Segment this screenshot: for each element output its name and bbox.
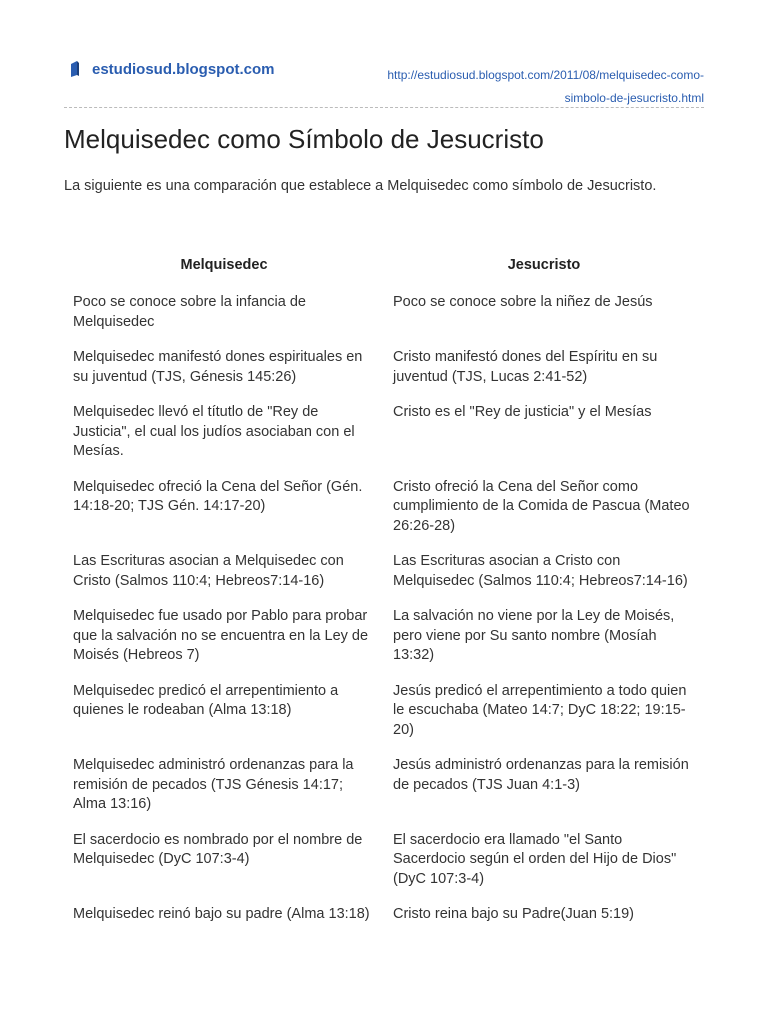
cell-jesucristo: Jesús administró ordenanzas para la remisión de pecados (TJS Juan 4:1-3) [393,757,689,793]
table-row [64,899,704,935]
table-header-row [64,250,704,287]
page-header [64,60,704,108]
cell-melquisedec: Melquisedec reinó bajo su padre (Alma 13:18) [73,906,370,922]
cell-melquisedec: Melquisedec administró ordenanzas para la remisión de pecados (TJS Génesis 14:17; Alma 13:16) [73,757,354,812]
cell-melquisedec: Melquisedec llevó el títutlo de "Rey de Justicia", el cual los judíos asociaban con el Mesías. [73,404,355,459]
table-row [64,676,704,751]
cell-jesucristo: Las Escrituras asocian a Cristo con Melquisedec (Salmos 110:4; Hebreos7:14-16) [393,553,688,589]
cell-jesucristo: Cristo reina bajo su Padre(Juan 5:19) [393,906,634,922]
comparison-table [64,250,704,935]
cell-melquisedec: Melquisedec ofreció la Cena del Señor (Gén. 14:18-20; TJS Gén. 14:17-20) [73,478,363,514]
cell-jesucristo: Cristo ofreció la Cena del Señor como cumplimiento de la Comida de Pascua (Mateo 26:26-28) [393,478,690,534]
source-url-link[interactable] [304,64,704,110]
site-link[interactable] [64,60,275,78]
table-row [64,472,704,547]
table-row [64,287,704,342]
table-row [64,825,704,900]
cell-jesucristo: El sacerdocio era llamado "el Santo Sacerdocio según el orden del Hijo de Dios" (DyC 107:3-4) [393,831,677,887]
source-url-line-2: simbolo-de-jesucristo.html [564,91,704,105]
cell-jesucristo: Cristo es el "Rey de justicia" y el Mesías [393,404,652,420]
column-header-melquisedec: Melquisedec [180,257,268,273]
table-row [64,397,704,472]
table-row [64,342,704,397]
source-url-line-1: http://estudiosud.blogspot.com/2011/08/melquisedec-como- [387,68,704,82]
header-divider [64,107,704,108]
cell-jesucristo: La salvación no viene por la Ley de Moisés, pero viene por Su santo nombre (Mosíah 13:32) [393,608,675,663]
cell-melquisedec: Poco se conoce sobre la infancia de Melquisedec [73,294,306,330]
cell-melquisedec: El sacerdocio es nombrado por el nombre de Melquisedec (DyC 107:3-4) [73,831,363,867]
page-title: Melquisedec como Símbolo de Jesucristo [64,124,544,154]
cell-jesucristo: Poco se conoce sobre la niñez de Jesús [393,294,653,310]
table-row [64,601,704,676]
cell-jesucristo: Cristo manifestó dones del Espíritu en su juventud (TJS, Lucas 2:41-52) [393,349,658,385]
table-row [64,546,704,601]
site-name: estudiosud.blogspot.com [92,60,275,78]
cell-melquisedec: Melquisedec fue usado por Pablo para probar que la salvación no se encuentra en la Ley de Moisés (Hebreos 7) [73,608,369,663]
cell-melquisedec: Las Escrituras asocian a Melquisedec con Cristo (Salmos 110:4; Hebreos7:14-16) [73,553,344,589]
cell-jesucristo: Jesús predicó el arrepentimiento a todo quien le escuchaba (Mateo 14:7; DyC 18:22; 19:15-20) [393,682,687,738]
cell-melquisedec: Melquisedec manifestó dones espirituales en su juventud (TJS, Génesis 145:26) [73,349,363,385]
cell-melquisedec: Melquisedec predicó el arrepentimiento a quienes le rodeaban (Alma 13:18) [73,682,339,718]
blogger-icon [68,60,82,78]
column-header-jesucristo: Jesucristo [507,257,581,273]
intro-paragraph: La siguiente es una comparación que establece a Melquisedec como símbolo de Jesucristo. [64,178,657,194]
table-row [64,750,704,825]
